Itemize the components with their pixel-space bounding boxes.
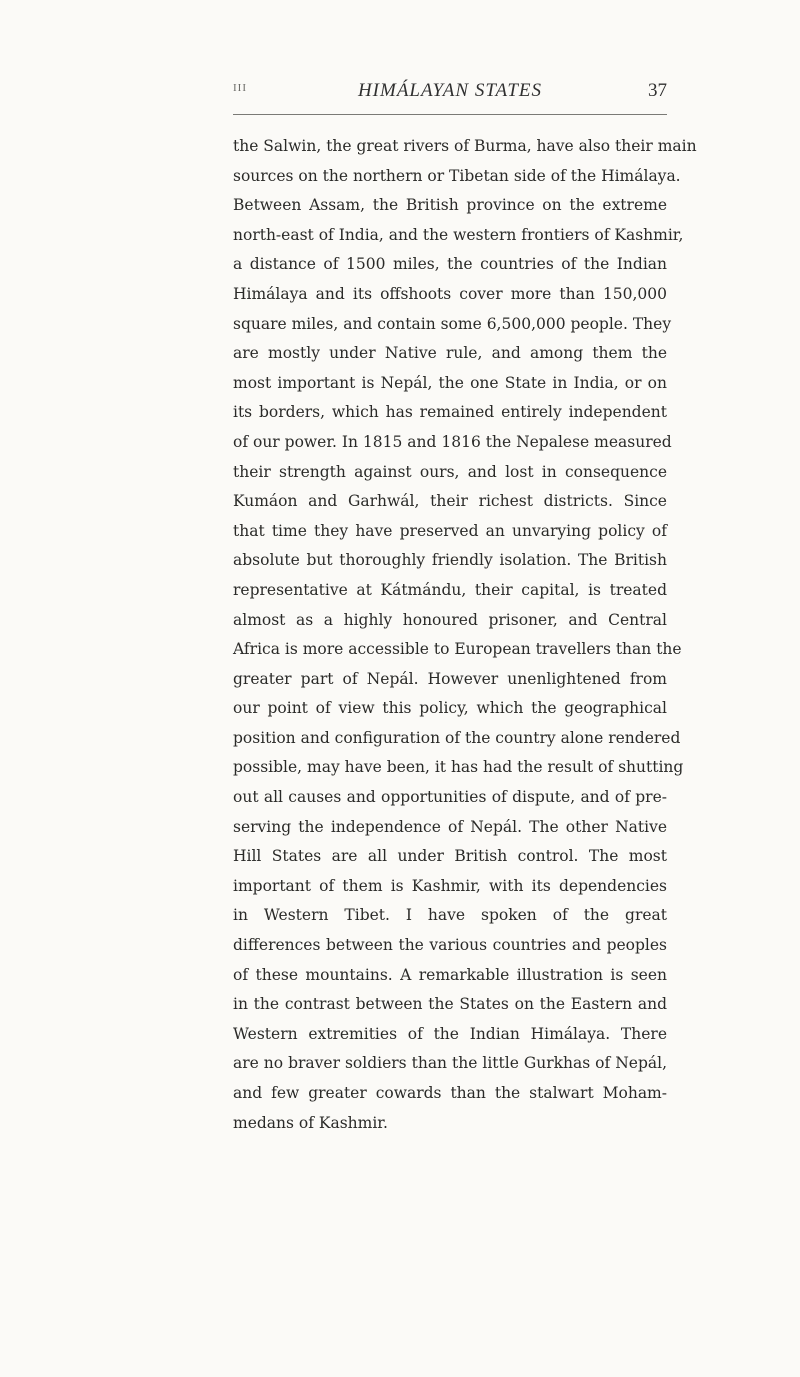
text-line: Africa is more accessible to European travellers than the: [233, 640, 682, 659]
text-line: Himálaya and its offshoots cover more than 150,000: [233, 284, 667, 303]
text-line: important of them is Kashmir, with its dependencies: [233, 876, 667, 895]
page-number: 37: [648, 80, 667, 101]
text-line: that time they have preserved an unvarying policy of: [233, 521, 667, 540]
text-line: in the contrast between the States on the Eastern and: [233, 995, 667, 1014]
text-line: square miles, and contain some 6,500,000 people. They: [233, 314, 672, 333]
text-line: differences between the various countries and peoples: [233, 936, 667, 955]
text-line: a distance of 1500 miles, the countries of the Indian: [233, 255, 667, 274]
text-line: Kumáon and Garhwál, their richest districts. Since: [233, 492, 667, 511]
text-line: and few greater cowards than the stalwart Moham-: [233, 1084, 667, 1102]
text-line: almost as a highly honoured prisoner, and Central: [233, 610, 667, 629]
text-line: most important is Nepál, the one State in India, or on: [233, 373, 667, 392]
text-line: are mostly under Native rule, and among them the: [233, 344, 667, 363]
text-line: out all causes and opportunities of dispute, and of pre-: [233, 788, 667, 807]
header-rule: [233, 114, 667, 115]
text-line: of our power. In 1815 and 1816 the Nepalese measured: [233, 432, 672, 451]
text-line: medans of Kashmir.: [233, 1113, 388, 1132]
text-line: in Western Tibet. I have spoken of the great: [233, 906, 667, 925]
text-line: serving the independence of Nepál. The other Native: [233, 817, 667, 836]
text-line: are no braver soldiers than the little Gurkhas of Nepál,: [233, 1054, 667, 1073]
running-title: HIMÁLAYAN STATES: [357, 80, 543, 101]
text-line: position and configuration of the country alone rendered: [233, 728, 681, 747]
text-line: our point of view this policy, which the geographical: [233, 699, 667, 718]
text-line: greater part of Nepál. However unenlightened from: [233, 669, 667, 688]
body-paragraph: [233, 132, 697, 1138]
text-line: their strength against ours, and lost in consequence: [233, 462, 667, 481]
text-line: Hill States are all under British control. The most: [233, 847, 667, 866]
chapter-number: III: [233, 82, 247, 94]
page-header: [233, 82, 667, 112]
text-line: the Salwin, the great rivers of Burma, have also their main: [233, 137, 697, 155]
text-line: sources on the northern or Tibetan side of the Himálaya.: [233, 166, 681, 185]
text-line: representative at Kátmándu, their capital, is treated: [233, 580, 667, 599]
text-line: of these mountains. A remarkable illustration is seen: [233, 965, 667, 984]
text-line: Between Assam, the British province on the extreme: [233, 196, 667, 215]
text-line: absolute but thoroughly friendly isolation. The British: [233, 551, 667, 570]
text-line: its borders, which has remained entirely independent: [233, 403, 667, 422]
text-line: possible, may have been, it has had the result of shutting: [233, 758, 684, 777]
text-line: north-east of India, and the western frontiers of Kashmir,: [233, 225, 684, 244]
text-line: Western extremities of the Indian Himálaya. There: [233, 1024, 667, 1043]
